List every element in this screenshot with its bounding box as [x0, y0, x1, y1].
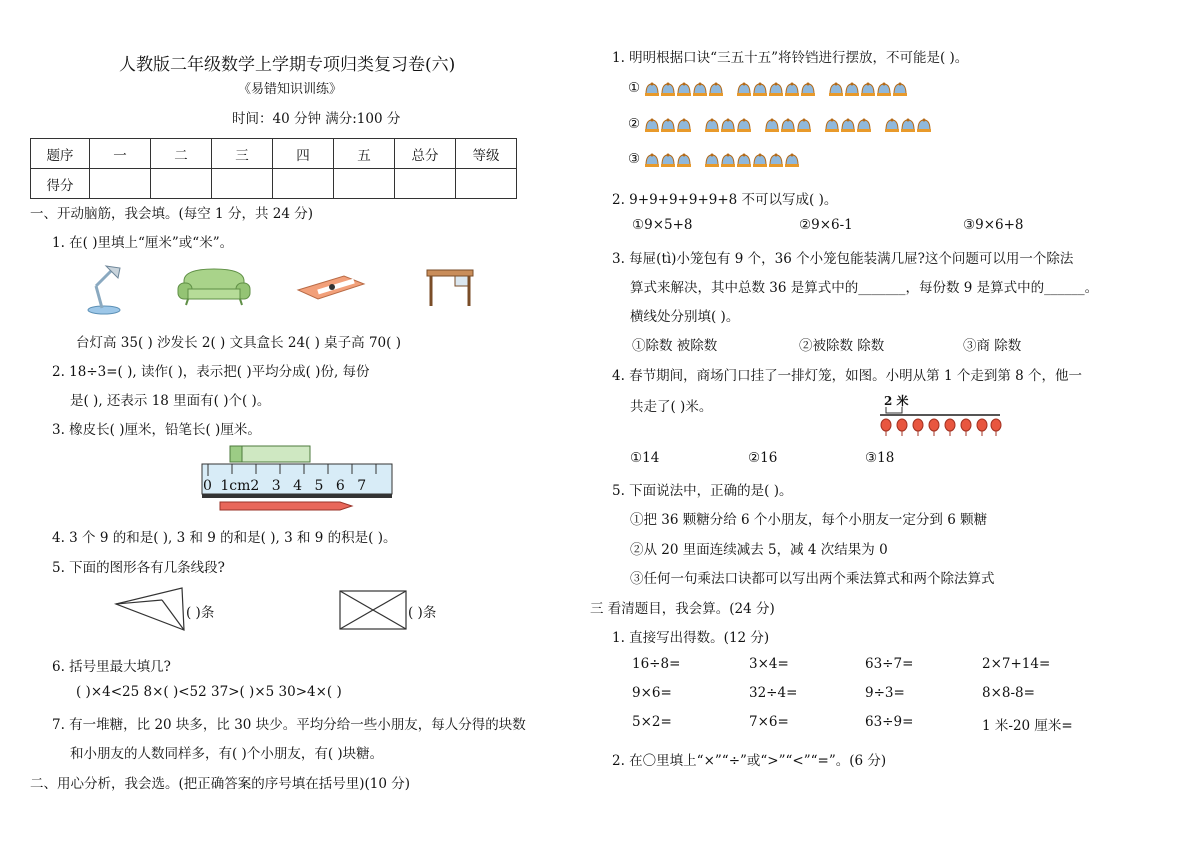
bell-icon	[900, 117, 915, 133]
s2-q1-option-2	[628, 116, 944, 133]
score-cell: 四	[273, 139, 334, 169]
s2-q5-option: ②从 20 里面连续减去 5，减 4 次结果为 0	[630, 542, 888, 558]
bell-icon	[784, 152, 799, 168]
s2-q3-option: ③商 除数	[963, 338, 1022, 354]
calc-item: 63÷9=	[865, 714, 914, 730]
s2-q3-line3: 横线处分别填( )。	[630, 309, 740, 325]
s2-q5-option: ③任何一句乘法口诀都可以写出两个乘法算式和两个除法算式	[630, 571, 995, 587]
bell-icon	[736, 152, 751, 168]
s1-q4: 4. 3 个 9 的和是( ), 3 和 9 的和是( ), 3 和 9 的积是( )。	[52, 530, 397, 546]
desk-lamp-image	[84, 262, 126, 316]
bell-icon	[676, 152, 691, 168]
calc-item: 32÷4=	[749, 685, 798, 701]
s1-q5: 5. 下面的图形各有几条线段?	[52, 560, 225, 576]
s2-q1: 1. 明明根据口诀“三五十五”将铃铛进行摆放，不可能是( )。	[612, 50, 969, 66]
bell-group	[644, 80, 724, 97]
bell-icon	[676, 81, 691, 97]
bell-icon	[780, 117, 795, 133]
score-cell: 得分	[31, 169, 90, 199]
s1-q7-line2: 和小朋友的人数同样多，有( )个小朋友，有( )块糖。	[70, 746, 384, 762]
lantern-figure	[878, 405, 1002, 439]
s2-q2: 2. 9+9+9+9+9+8 不可以写成( )。	[612, 192, 838, 208]
bell-icon	[660, 81, 675, 97]
score-input-cell[interactable]	[395, 169, 456, 199]
bell-icon	[784, 81, 799, 97]
s2-q4-option: ②16	[748, 450, 778, 466]
s2-q4-line2: 共走了( )米。	[630, 399, 713, 415]
score-input-cell[interactable]	[273, 169, 334, 199]
s2-q2-option: ①9×5+8	[632, 217, 693, 233]
bell-icon	[884, 117, 899, 133]
bell-group	[704, 151, 800, 168]
bell-icon	[736, 81, 751, 97]
section3-heading: 三 看清题目，我会算。(24 分)	[590, 601, 775, 617]
score-table	[30, 138, 517, 199]
score-cell: 等级	[456, 139, 517, 169]
s1-q2-line2: 是( ), 还表示 18 里面有( )个( )。	[70, 393, 271, 409]
s2-q2-option: ②9×6-1	[799, 217, 853, 233]
s1-q5-blank2: ( )条	[408, 605, 437, 621]
s2-q3-option: ②被除数 除数	[799, 338, 885, 354]
bell-icon	[800, 81, 815, 97]
page-subtitle: 《易错知识训练》	[238, 82, 343, 97]
s3-q1: 1. 直接写出得数。(12 分)	[612, 630, 770, 646]
calc-item: 5×2=	[632, 714, 672, 730]
calc-item: 2×7+14=	[982, 656, 1051, 672]
score-input-cell[interactable]	[90, 169, 151, 199]
ruler-label: 5	[314, 478, 324, 494]
ruler-labels	[203, 478, 366, 494]
bell-icon	[840, 117, 855, 133]
s2-q4-option: ③18	[865, 450, 895, 466]
s2-q5-option: ①把 36 颗糖分给 6 个小朋友，每个小朋友一定分到 6 颗糖	[630, 512, 988, 528]
s2-q4-line1: 4. 春节期间，商场门口挂了一排灯笼，如图。小明从第 1 个走到第 8 个，他一	[612, 368, 1083, 384]
s2-q3-line2: 算式来解决，其中总数 36 是算式中的_______，每份数 9 是算式中的______。	[630, 280, 1099, 296]
score-cell: 五	[334, 139, 395, 169]
bell-icon	[752, 152, 767, 168]
bell-icon	[708, 81, 723, 97]
calc-item: 9×6=	[632, 685, 672, 701]
bell-icon	[892, 81, 907, 97]
option-label: ②	[628, 116, 641, 132]
bell-group	[704, 116, 752, 133]
s3-q2: 2. 在〇里填上“×”“÷”或“>”“<”“=”。(6 分)	[612, 753, 887, 769]
ruler-label: 0	[203, 478, 212, 494]
bell-icon	[720, 117, 735, 133]
bell-icon	[644, 81, 659, 97]
bell-icon	[660, 117, 675, 133]
pencil-box-image	[296, 272, 366, 302]
ruler-label: 1cm	[220, 478, 251, 494]
s1-q5-blank1: ( )条	[186, 605, 215, 621]
score-table-header-row	[31, 139, 517, 169]
section2-heading: 二、用心分析，我会选。(把正确答案的序号填在括号里)(10 分)	[30, 776, 411, 792]
bell-group	[884, 116, 932, 133]
calc-item: 63÷7=	[865, 656, 914, 672]
score-cell: 总分	[395, 139, 456, 169]
ruler-label: 6	[335, 478, 345, 494]
score-table-score-row	[31, 169, 517, 199]
s2-q5: 5. 下面说法中，正确的是( )。	[612, 483, 793, 499]
bell-group	[736, 80, 816, 97]
bell-icon	[720, 152, 735, 168]
s1-q3: 3. 橡皮长( )厘米，铅笔长( )厘米。	[52, 422, 261, 438]
bell-icon	[828, 81, 843, 97]
score-input-cell[interactable]	[212, 169, 273, 199]
bell-icon	[796, 117, 811, 133]
s1-q6: 6. 括号里最大填几?	[52, 659, 171, 675]
calc-item: 7×6=	[749, 714, 789, 730]
option-label: ①	[628, 80, 641, 96]
ruler-label: 2	[250, 478, 260, 494]
time-info: 时间：40 分钟 满分:100 分	[232, 111, 401, 127]
page-title: 人教版二年级数学上学期专项归类复习卷(六)	[119, 55, 456, 75]
ruler-label: 3	[271, 478, 281, 494]
calc-item: 8×8-8=	[982, 685, 1035, 701]
bell-icon	[676, 117, 691, 133]
s1-q2-line1: 2. 18÷3=( ), 读作( )，表示把( )平均分成( )份, 每份	[52, 364, 370, 380]
bell-icon	[736, 117, 751, 133]
score-cell: 二	[151, 139, 212, 169]
bell-icon	[752, 81, 767, 97]
ruler-label: 7	[357, 478, 367, 494]
option-label: ③	[628, 151, 641, 167]
bell-icon	[768, 81, 783, 97]
s2-q3-option: ①除数 被除数	[632, 338, 718, 354]
bell-icon	[660, 152, 675, 168]
calc-item: 9÷3=	[865, 685, 905, 701]
bell-icon	[692, 81, 707, 97]
bell-group	[828, 80, 908, 97]
bell-icon	[764, 117, 779, 133]
s1-q7-line1: 7. 有一堆糖，比 20 块多，比 30 块少。平均分给一些小朋友，每人分得的块数	[52, 717, 526, 733]
s2-q3-line1: 3. 每屉(tì)小笼包有 9 个，36 个小笼包能装满几屉?这个问题可以用一个除法	[612, 251, 1074, 267]
calc-item: 1 米-20 厘米=	[982, 718, 1073, 734]
bell-icon	[704, 117, 719, 133]
bell-icon	[644, 152, 659, 168]
table-image	[425, 266, 477, 308]
bell-group	[764, 116, 812, 133]
s2-q1-option-1	[628, 80, 920, 97]
score-input-cell[interactable]	[334, 169, 395, 199]
score-input-cell[interactable]	[151, 169, 212, 199]
sofa-image	[176, 267, 252, 307]
score-input-cell[interactable]	[456, 169, 517, 199]
bell-icon	[844, 81, 859, 97]
bell-icon	[824, 117, 839, 133]
calc-item: 16÷8=	[632, 656, 681, 672]
s2-q2-option: ③9×6+8	[963, 217, 1024, 233]
bell-icon	[860, 81, 875, 97]
section1-heading: 一、开动脑筋，我会填。(每空 1 分，共 24 分)	[30, 206, 313, 222]
triangle-figure	[112, 584, 188, 634]
bell-icon	[916, 117, 931, 133]
s1-q1-items: 台灯高 35( ) 沙发长 2( ) 文具盒长 24( ) 桌子高 70( )	[76, 335, 401, 351]
score-cell: 三	[212, 139, 273, 169]
rectangle-with-diagonals-figure	[338, 589, 408, 631]
bell-group	[644, 151, 692, 168]
s2-q4-option: ①14	[630, 450, 660, 466]
lantern-figure-label: 2 米	[884, 394, 909, 408]
bell-group	[644, 116, 692, 133]
bell-group	[824, 116, 872, 133]
bell-icon	[704, 152, 719, 168]
bell-icon	[768, 152, 783, 168]
score-cell: 一	[90, 139, 151, 169]
calc-item: 3×4=	[749, 656, 789, 672]
s2-q1-option-3	[628, 151, 812, 168]
s1-q1: 1. 在( )里填上“厘米”或“米”。	[52, 235, 234, 251]
bell-icon	[856, 117, 871, 133]
ruler-label: 4	[293, 478, 303, 494]
bell-icon	[876, 81, 891, 97]
s1-q6-items: ( )×4<25 8×( )<52 37>( )×5 30>4×( )	[76, 684, 342, 700]
score-cell: 题序	[31, 139, 90, 169]
bell-icon	[644, 117, 659, 133]
